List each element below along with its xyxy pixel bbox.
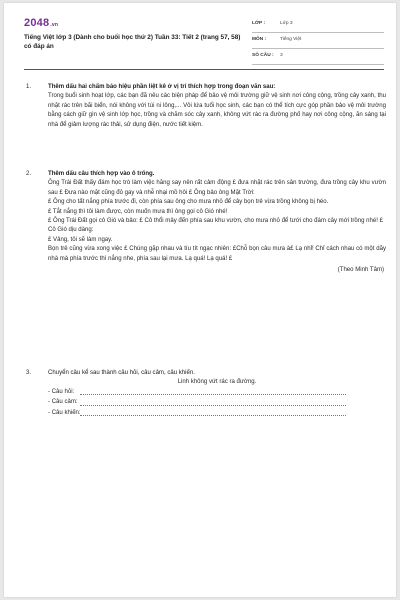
question-body bbox=[48, 170, 386, 275]
answer-blank[interactable] bbox=[80, 394, 346, 395]
answer-blank[interactable] bbox=[80, 415, 346, 416]
answer-line-question[interactable] bbox=[48, 388, 386, 398]
story-line: Cô Gió dịu dàng: bbox=[48, 227, 94, 234]
answer-line-exclamation[interactable] bbox=[48, 398, 386, 408]
answer-label: - Câu hỏi: bbox=[48, 388, 75, 395]
story-line: £ Ông Trái Đất gọi cô Gió và bảo: £ Cô thổi mây đến phía sau khu vườn, cho mưa nhỏ để tưới cho đám cây mới trồng nhé! £ bbox=[48, 218, 383, 225]
story-line: £ Vâng, tôi sẽ làm ngay. bbox=[48, 236, 113, 243]
question-number: 3. bbox=[26, 370, 32, 376]
logo-suffix: .vn bbox=[50, 22, 59, 28]
answer-label: - Câu khiến: bbox=[48, 409, 81, 416]
question-title: Thêm dấu câu thích hợp vào ô trống. bbox=[48, 171, 155, 177]
question-title: Thêm dấu hai chấm báo hiệu phần liệt kê ở vị trí thích hợp trong đoạn văn sau: bbox=[48, 84, 276, 90]
question-paragraph: Trong buổi sinh hoạt lớp, các bạn đã nêu các biện pháp để bảo vệ môi trường giữ vệ sinh nơi công cộng, trồng cây xanh, thu nhặt rác trên bãi biển, nói không với túi ni lông,... Vôi lứa tuổi học sinh, các bạn có thể tích cực góp phần bảo vệ môi trường bằng cách giữ gìn vệ sinh lớp học, trồng và chăm sóc cây xanh, không vứt rác ra đường phố hay nơi công cộng, ăn sáng tại nhà để giảm lượng rác thải, sử dụng điện, nước tiết kiệm. bbox=[48, 93, 386, 128]
answer-label: - Câu cảm: bbox=[48, 399, 78, 406]
question-number: 2. bbox=[26, 171, 32, 177]
meta-label: SỐ CÂU : bbox=[252, 53, 274, 58]
header-divider bbox=[24, 69, 384, 70]
story-line: £ Ông cho tất nắng phía trước đi, còn phía sau ông cho mưa nhỏ để cây bọn trẻ vừa trồng không bị héo. bbox=[48, 199, 329, 206]
meta-value: Tiếng Việt bbox=[280, 37, 302, 42]
answer-blank[interactable] bbox=[80, 405, 346, 406]
meta-row-class bbox=[252, 17, 384, 33]
meta-label: MÔN : bbox=[252, 37, 267, 42]
document-title: Tiếng Việt lớp 3 (Dành cho buổi học thứ 2) Tuần 33: Tiết 2 (trang 57, 58) có đáp án bbox=[24, 34, 241, 50]
worksheet-page bbox=[4, 3, 396, 597]
question-body bbox=[48, 369, 386, 419]
answer-line-imperative[interactable] bbox=[48, 409, 386, 419]
meta-box bbox=[252, 17, 384, 65]
story-line: Bọn trẻ cũng vừa xong việc £ Chúng gặp nhau và tíu tít ngạc nhiên: £Chỗ bọn câu mưa à£ Lạ nhỉ! Chỉ cách nhau có một dãy nhà mà phía trước thì nắng nhe, phía sau lại mưa. Lạ quá! Lạ quá! £ bbox=[48, 246, 386, 262]
meta-value: 3 bbox=[280, 53, 283, 58]
meta-value: Lớp 3 bbox=[280, 21, 293, 26]
question-body bbox=[48, 83, 386, 130]
meta-label: LỚP : bbox=[252, 21, 266, 26]
story-line: £ Tắt nắng thì tôi làm được, còn muốn mưa thì ông gọi cô Gió nhé! bbox=[48, 208, 228, 215]
meta-row-count bbox=[252, 49, 384, 65]
story-line: Ông Trái Đất thấy đám học trò làm việc hăng say nên rất cảm động £ đưa nhặt rác trên sân trường, đưa trồng cây khu vườn sau £ Đưa nào mặt cũng đỏ gay và nhễ nhại mồ hôi £ Ông bảo ông Mặt Trời: bbox=[48, 180, 386, 196]
question-title: Chuyển câu kể sau thành câu hỏi, câu cảm, câu khiến. bbox=[48, 370, 195, 376]
story-author: (Theo Minh Tâm) bbox=[337, 267, 384, 274]
question-sentence: Linh không vứt rác ra đường. bbox=[177, 379, 257, 386]
meta-row-subject bbox=[252, 33, 384, 49]
site-logo[interactable] bbox=[24, 17, 58, 29]
question-number: 1. bbox=[26, 84, 32, 90]
page-header bbox=[24, 15, 384, 63]
logo-number: 2048 bbox=[24, 17, 50, 29]
